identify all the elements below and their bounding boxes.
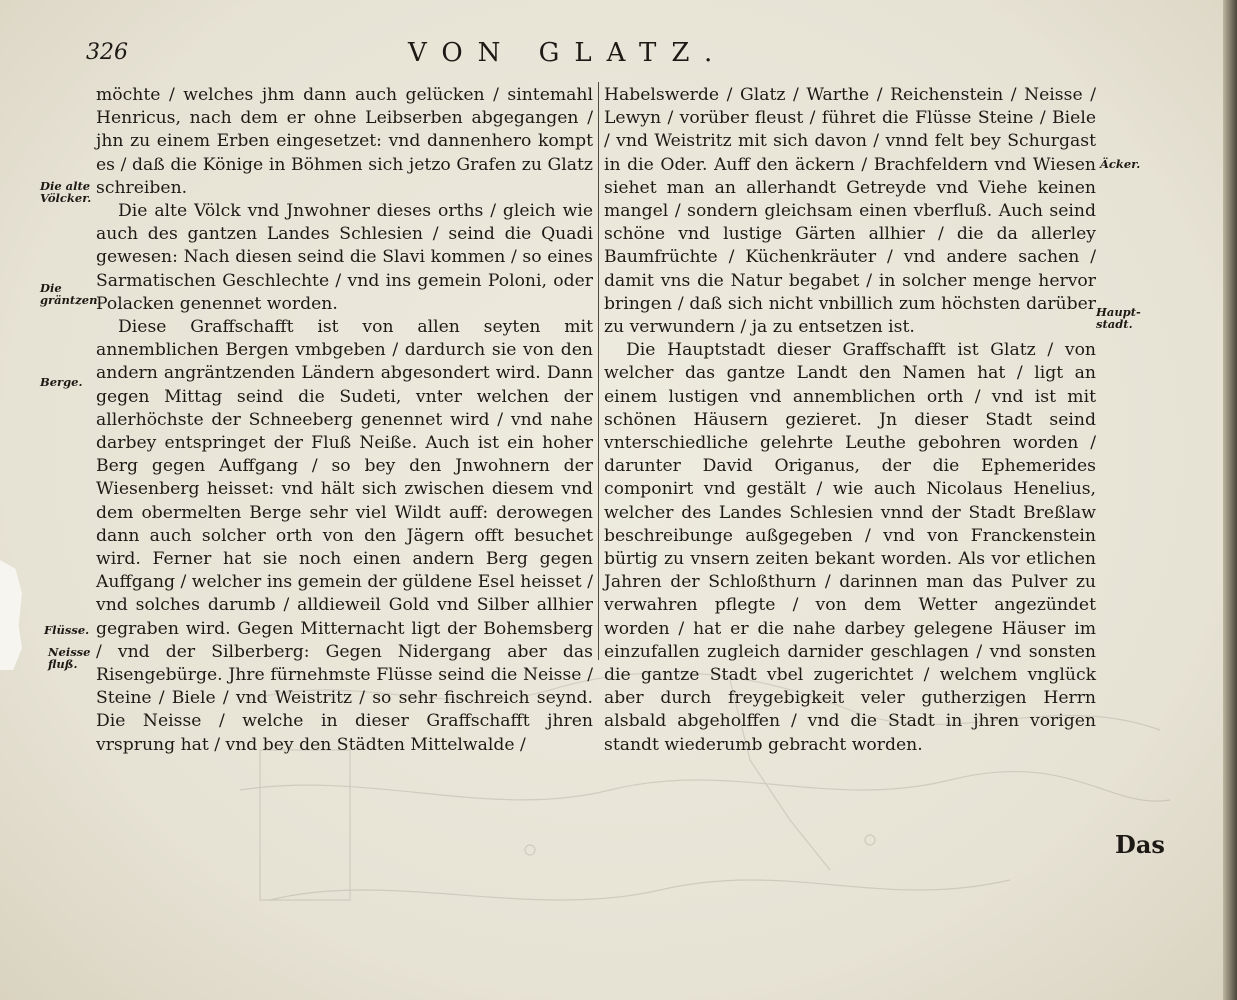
margin-note-neisse-fluss: Neisse fluß.	[48, 645, 91, 671]
margin-note-alte-voelcker: Die alte Völcker.	[40, 179, 92, 205]
page-number: 326	[86, 40, 128, 65]
margin-note-aecker: Äcker.	[1100, 157, 1141, 171]
left-paragraph-3: Diese Graffschafft ist von allen seyten mit annemblichen Bergen vmbgeben / dardurch sie von den andern angräntzenden Ländern abgesondert wird. Dann gegen Mittag seind die Sudeti, vnter welchen der allerhöchste der Schneeberg genennet wird / vnd nahe darbey entspringet der Fluß Neiße. Auch ist ein hoher Berg gegen Auffgang / so bey den Jnwohnern der Wiesenberg heisset: vnd hält sich zwischen diesem vnd dem obermelten Berge sehr viel Wildt auff: derowegen dann auch solcher orth von den Jägern offt besuchet wird. Ferner hat sie noch einen andern Berg gegen Auffgang / welcher ins gemein der güldene Esel heisset / vnd solches darumb / alldieweil Gold vnd Silber allhier gegraben wird. Gegen Mitternacht ligt der Bohemsberg / vnd der Silberberg: Gegen Nidergang aber das Risengebürge. Jhre fürnehmste Flüsse seind die Neisse / Steine / Biele / vnd Weistritz / so sehr fischreich seynd. Die Neisse / welche in dieser Graffschafft jhren vrsprung hat / vnd bey den Städten Mittelwalde /	[96, 317, 593, 755]
left-column	[96, 84, 593, 757]
torn-edge	[0, 560, 22, 670]
left-paragraph-1: möchte / welches jhm dann auch gelücken / sintemahl Henricus, nach dem er ohne Leibserben abgegangen / jhn zu einem Erben eingesetzet: vnd dannenhero kompt es / daß die Könige in Böhmen sich jetzo Grafen zu Glatz schreiben.	[96, 85, 593, 198]
page-header	[86, 38, 1086, 78]
right-column	[604, 84, 1096, 757]
left-paragraph-2: Die alte Völck vnd Jnwohner dieses orths / gleich wie auch des gantzen Landes Schlesien / seind die Quadi gewesen: Nach diesen seind die Slavi kommen / so eines Sarmatischen Geschlechte / vnd ins gemein Poloni, oder Polacken genennet worden.	[96, 201, 593, 314]
right-paragraph-1: Habelswerde / Glatz / Warthe / Reichenstein / Neisse / Lewyn / vorüber fleust / führet die Flüsse Steine / Biele / vnd Weistritz mit sich davon / vnnd felt bey Schurgast in die Oder. Auff den äckern / Brachfeldern vnd Wiesen siehet man an allerhandt Getreyde vnd Viehe keinen mangel / sondern gleichsam einen vberfluß. Auch seind schöne vnd lustige Gärten allhier / die da allerley Baumfrüchte / Küchenkräuter / vnd andere sachen / damit vns die Natur begabet / in solcher menge hervor bringen / daß sich nicht vnbillich zum höchsten darüber zu verwundern / ja zu entsetzen ist.	[604, 85, 1096, 338]
catchword: Das	[1115, 830, 1165, 859]
margin-note-graentzen: Die gräntzen.	[40, 281, 102, 307]
running-head: VON GLATZ.	[408, 38, 728, 68]
page-edge	[1223, 0, 1237, 1000]
column-divider	[598, 82, 599, 660]
right-paragraph-2: Die Hauptstadt dieser Graffschafft ist Glatz / von welcher das gantze Landt den Namen hat / ligt an einem lustigen vnd annemblichen orth / vnd ist mit schönen Häusern gezieret. Jn dieser Stadt seind vnterschiedliche gelehrte Leuthe gebohren worden / darunter David Origanus, der die Ephemerides componirt vnd gestält / wie auch Nicolaus Henelius, welcher des Landes Schlesien vnnd der Stadt Breßlaw beschreibunge außgegeben / vnd von Franckenstein bürtig zu vnsern zeiten bekant worden. Als vor etlichen Jahren der Schloßthurn / darinnen man das Pulver zu verwahren pflegte / von dem Wetter angezündet worden / hat er die nahe darbey gelegene Häuser im einzufallen zugleich darnider geschlagen / vnd sonsten die gantze Stadt vbel zugerichtet / welchem vnglück aber durch freygebigkeit veler gutherzigen Herrn alsbald abgeholffen / vnd die Stadt in jhren vorigen standt wiederumb gebracht worden.	[604, 340, 1096, 755]
margin-note-fluesse: Flüsse.	[44, 623, 90, 637]
margin-note-berge: Berge.	[40, 375, 83, 389]
margin-note-hauptstadt: Haupt-stadt.	[1096, 305, 1141, 331]
